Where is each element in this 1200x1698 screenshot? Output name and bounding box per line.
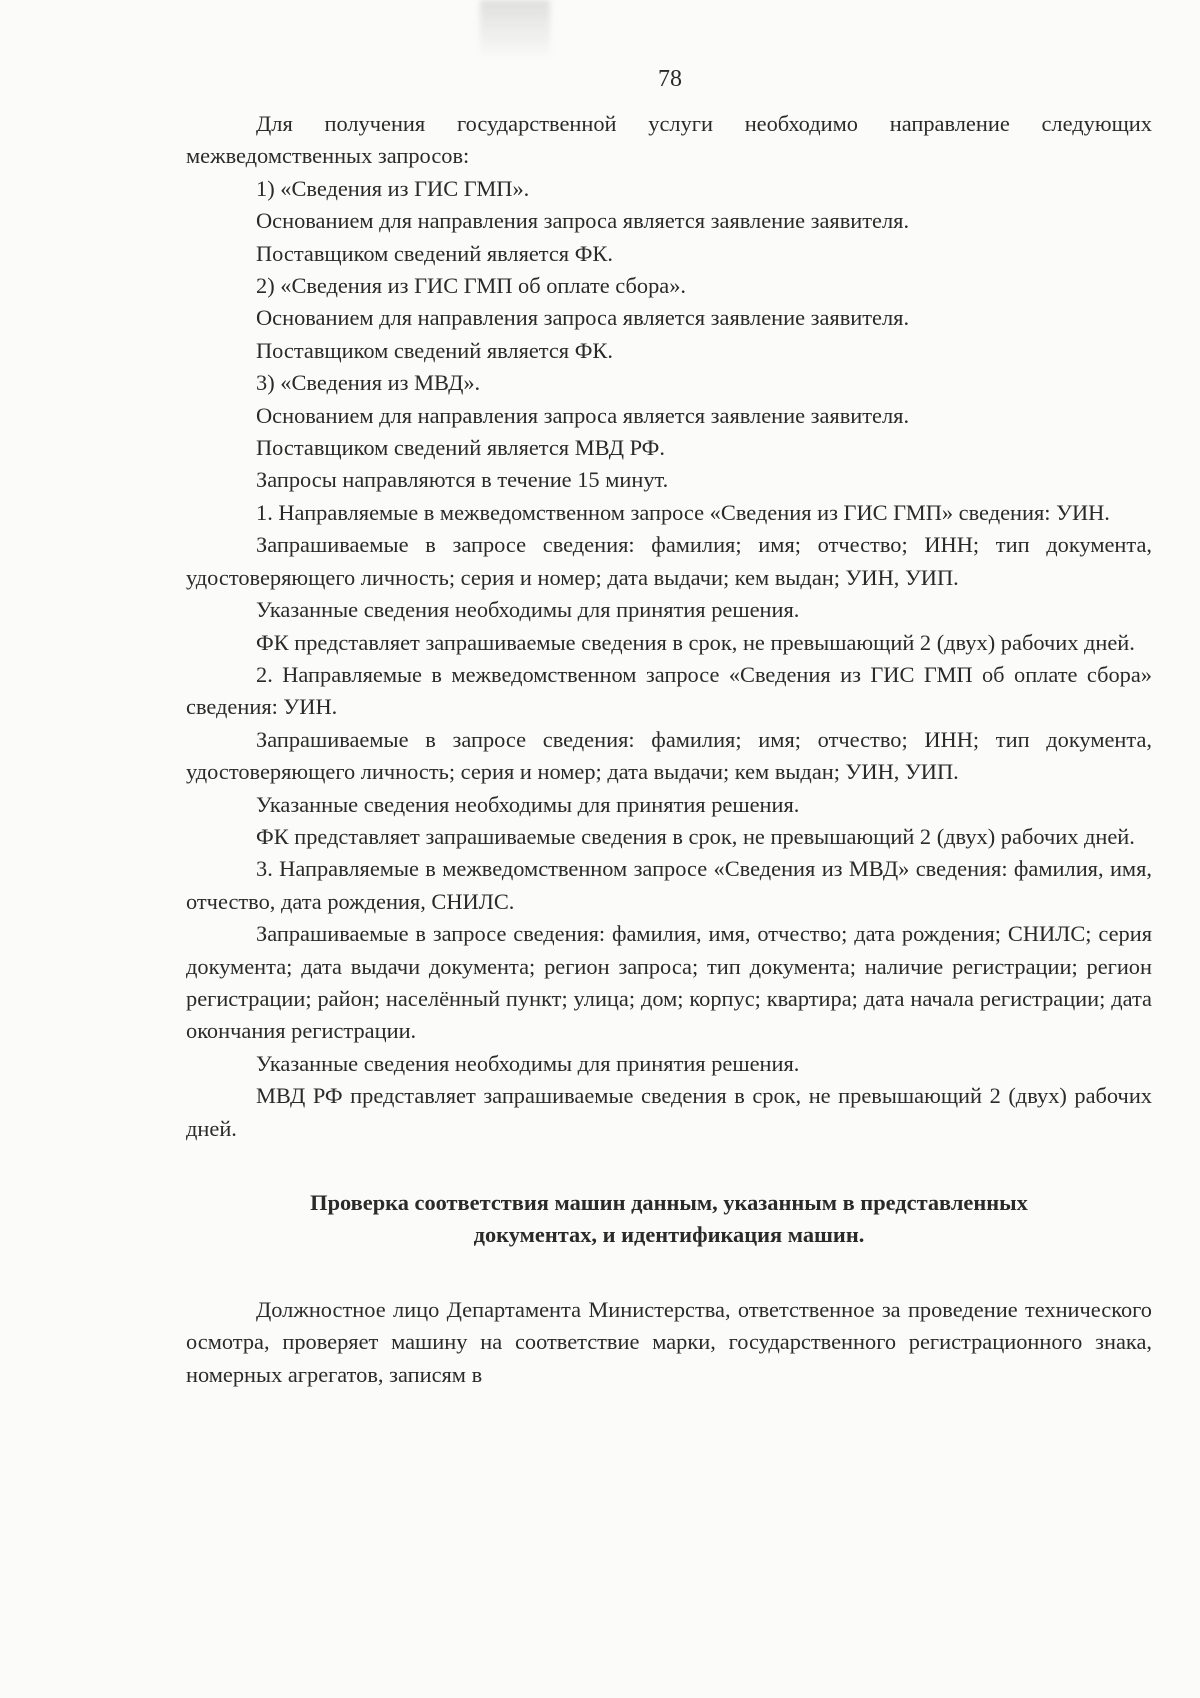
paragraph-sent-2: 2. Направляемые в межведомственном запросе «Сведения из ГИС ГМП об оплате сбора» сведения: УИН. [186, 661, 1152, 720]
paragraph-request-3: 3) «Сведения из МВД». [256, 370, 481, 396]
section-heading-line-2: документах, и идентификация машин. [473, 1222, 865, 1248]
paragraph-deadline-2: ФК представляет запрашиваемые сведения в срок, не превышающий 2 (двух) рабочих дней. [256, 823, 1135, 849]
paragraph-requested-2: Запрашиваемые в запросе сведения: фамилия; имя; отчество; ИНН; тип документа, удостоверяющего личность; серия и номер; дата выдачи; кем выдан; УИН, УИП. [186, 726, 1152, 785]
paragraph-provider-3: Поставщиком сведений является МВД РФ. [256, 435, 665, 461]
scan-artifact [480, 0, 550, 60]
section-heading-line-1: Проверка соответствия машин данным, указанным в представленных [310, 1190, 1028, 1215]
paragraph-necessary-2: Указанные сведения необходимы для принятия решения. [256, 791, 800, 817]
paragraph-requested-1: Запрашиваемые в запросе сведения: фамилия; имя; отчество; ИНН; тип документа, удостоверяющего личность; серия и номер; дата выдачи; кем выдан; УИН, УИП. [186, 532, 1152, 590]
paragraph-basis-2: Основанием для направления запроса является заявление заявителя. [256, 305, 910, 331]
paragraph-basis-1: Основанием для направления запроса является заявление заявителя. [256, 208, 910, 234]
paragraph-necessary-3: Указанные сведения необходимы для принятия решения. [256, 1050, 800, 1076]
paragraph-provider-2: Поставщиком сведений является ФК. [256, 337, 613, 363]
paragraph-necessary-1: Указанные сведения необходимы для принятия решения. [256, 597, 800, 623]
paragraph-deadline-3: МВД РФ представляет запрашиваемые сведения в срок, не превышающий 2 (двух) рабочих дней. [186, 1083, 1152, 1141]
paragraph-intro: Для получения государственной услуги необходимо направление следующих межведомственных запросов: [186, 111, 1152, 169]
paragraph-requested-3: Запрашиваемые в запросе сведения: фамилия, имя, отчество; дата рождения; СНИЛС; серия документа; дата выдачи документа; регион запроса; тип документа; наличие регистрации; регион регистрации; район; населённый пункт; улица; дом; корпус; квартира; дата начала регистрации; дата окончания регистрации. [186, 921, 1152, 1044]
document-body [186, 108, 1152, 1391]
paragraph-basis-3: Основанием для направления запроса является заявление заявителя. [256, 402, 910, 428]
section-heading [186, 1187, 1152, 1252]
paragraph-sent-3: 3. Направляемые в межведомственном запросе «Сведения из МВД» сведения: фамилия, имя, отчество, дата рождения, СНИЛС. [186, 856, 1152, 914]
paragraph-inspection: Должностное лицо Департамента Министерства, ответственное за проведение технического осмотра, проверяет машину на соответствие марки, государственного регистрационного знака, номерных агрегатов, записям в [186, 1296, 1152, 1387]
paragraph-deadline-1: ФК представляет запрашиваемые сведения в срок, не превышающий 2 (двух) рабочих дней. [256, 629, 1135, 655]
paragraph-timing: Запросы направляются в течение 15 минут. [256, 467, 669, 493]
paragraph-request-1: 1) «Сведения из ГИС ГМП». [256, 175, 530, 201]
paragraph-request-2: 2) «Сведения из ГИС ГМП об оплате сбора». [256, 273, 686, 299]
paragraph-sent-1: 1. Направляемые в межведомственном запросе «Сведения из ГИС ГМП» сведения: УИН. [256, 499, 1110, 525]
paragraph-provider-1: Поставщиком сведений является ФК. [256, 240, 613, 266]
page-number: 78 [658, 66, 682, 92]
